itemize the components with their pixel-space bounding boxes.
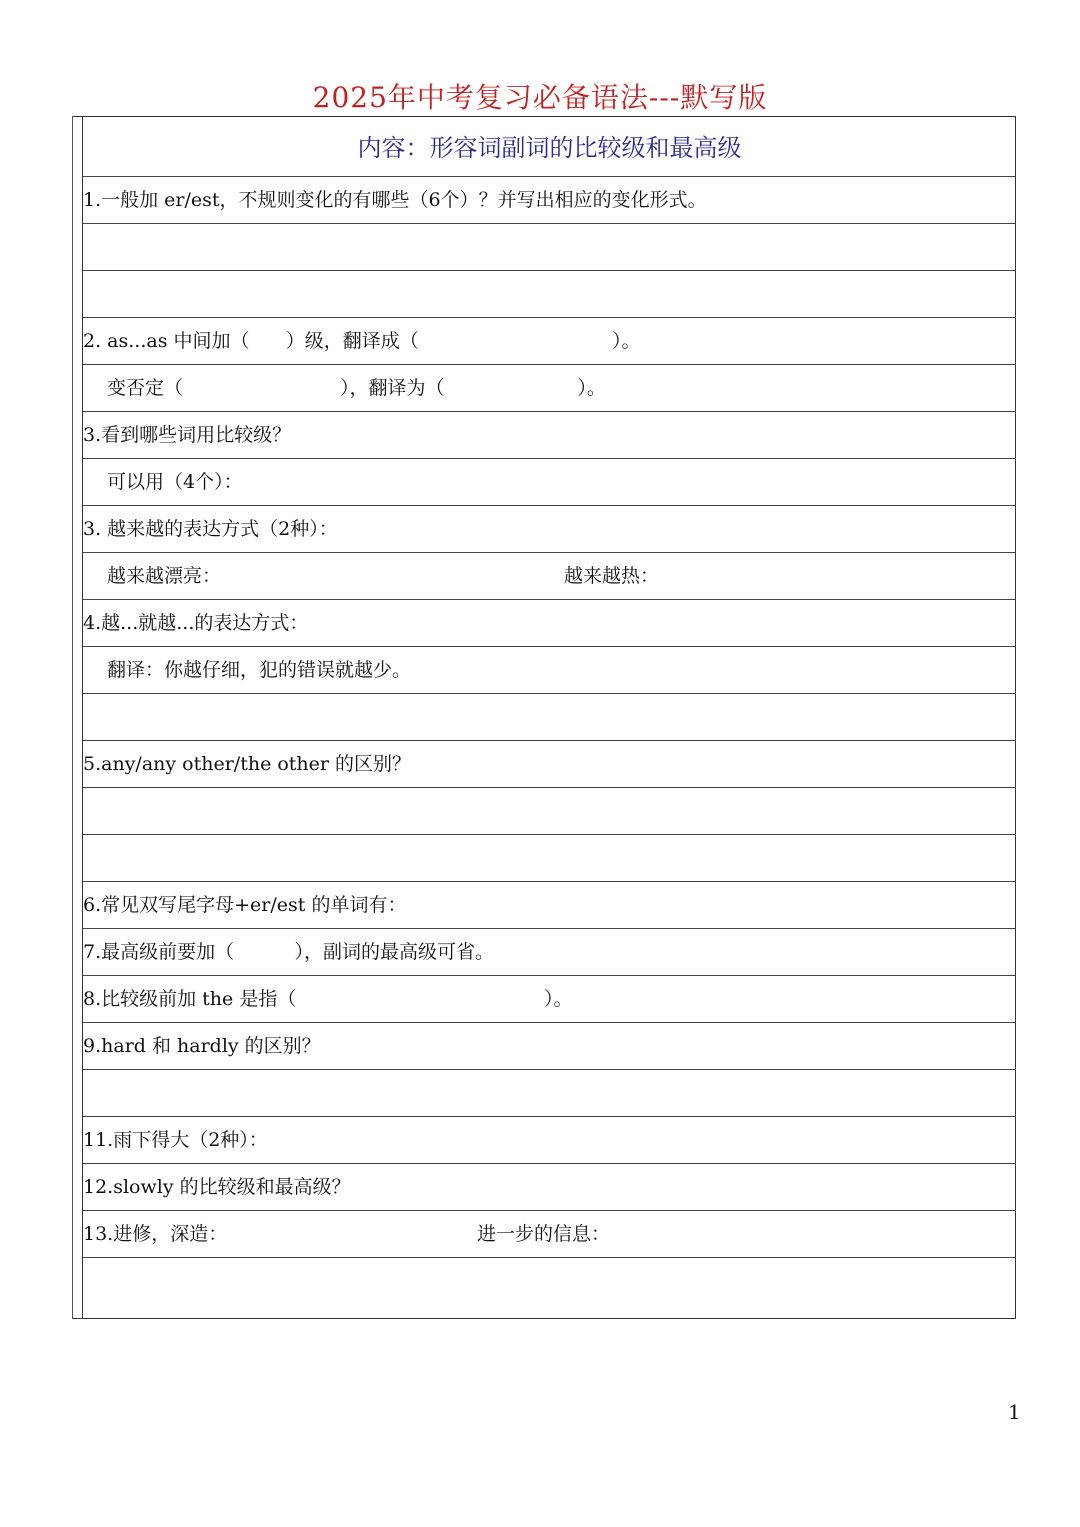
question-2: 2. as...as 中间加（ ）级，翻译成（ ）。: [83, 318, 1016, 365]
document-title: 2025年中考复习必备语法---默写版: [312, 81, 768, 114]
question-7: 7.最高级前要加（ ），副词的最高级可省。: [83, 929, 1016, 976]
answer-line[interactable]: [83, 788, 1016, 835]
answer-line[interactable]: [83, 835, 1016, 882]
question-4-translation-text: 翻译：你越仔细，犯的错误就越少。: [107, 659, 412, 681]
content-header: 内容：形容词副词的比较级和最高级: [83, 117, 1016, 177]
question-6: 6.常见双写尾字母+er/est 的单词有：: [83, 882, 1016, 929]
answer-line[interactable]: [83, 271, 1016, 318]
question-13-further-information: 进一步的信息：: [477, 1223, 611, 1245]
question-13: [83, 1211, 1016, 1258]
question-3-usage: [83, 459, 1016, 506]
question-9: 9.hard 和 hardly 的区别？: [83, 1023, 1016, 1070]
more-and-more-examples: [83, 553, 1016, 600]
answer-line[interactable]: [83, 1070, 1016, 1117]
question-1: 1.一般加 er/est，不规则变化的有哪些（6个）？并写出相应的变化形式。: [83, 177, 1016, 224]
question-5: 5.any/any other/the other 的区别？: [83, 741, 1016, 788]
answer-line[interactable]: [83, 224, 1016, 271]
answer-line[interactable]: [83, 694, 1016, 741]
question-8: 8.比较级前加 the 是指（ ）。: [83, 976, 1016, 1023]
question-13-further-study: 13.进修，深造：: [83, 1223, 228, 1245]
question-4-translation: [83, 647, 1016, 694]
answer-line[interactable]: [83, 1258, 1016, 1306]
question-12: 12.slowly 的比较级和最高级？: [83, 1164, 1016, 1211]
question-11: 11.雨下得大（2种）：: [83, 1117, 1016, 1164]
worksheet-table: [83, 117, 1016, 1306]
question-2-negative-text: 变否定（ ），翻译为（ ）。: [107, 377, 606, 399]
example-hotter: 越来越热：: [564, 565, 660, 587]
question-3-usage-text: 可以用（4个）：: [107, 471, 243, 493]
example-more-beautiful: 越来越漂亮：: [107, 565, 222, 587]
question-3: 3.看到哪些词用比较级？: [83, 412, 1016, 459]
question-3-more-and-more: 3. 越来越的表达方式（2种）：: [83, 506, 1016, 553]
question-2-negative: [83, 365, 1016, 412]
page-number: 1: [1008, 1400, 1021, 1424]
question-4: 4.越...就越...的表达方式：: [83, 600, 1016, 647]
